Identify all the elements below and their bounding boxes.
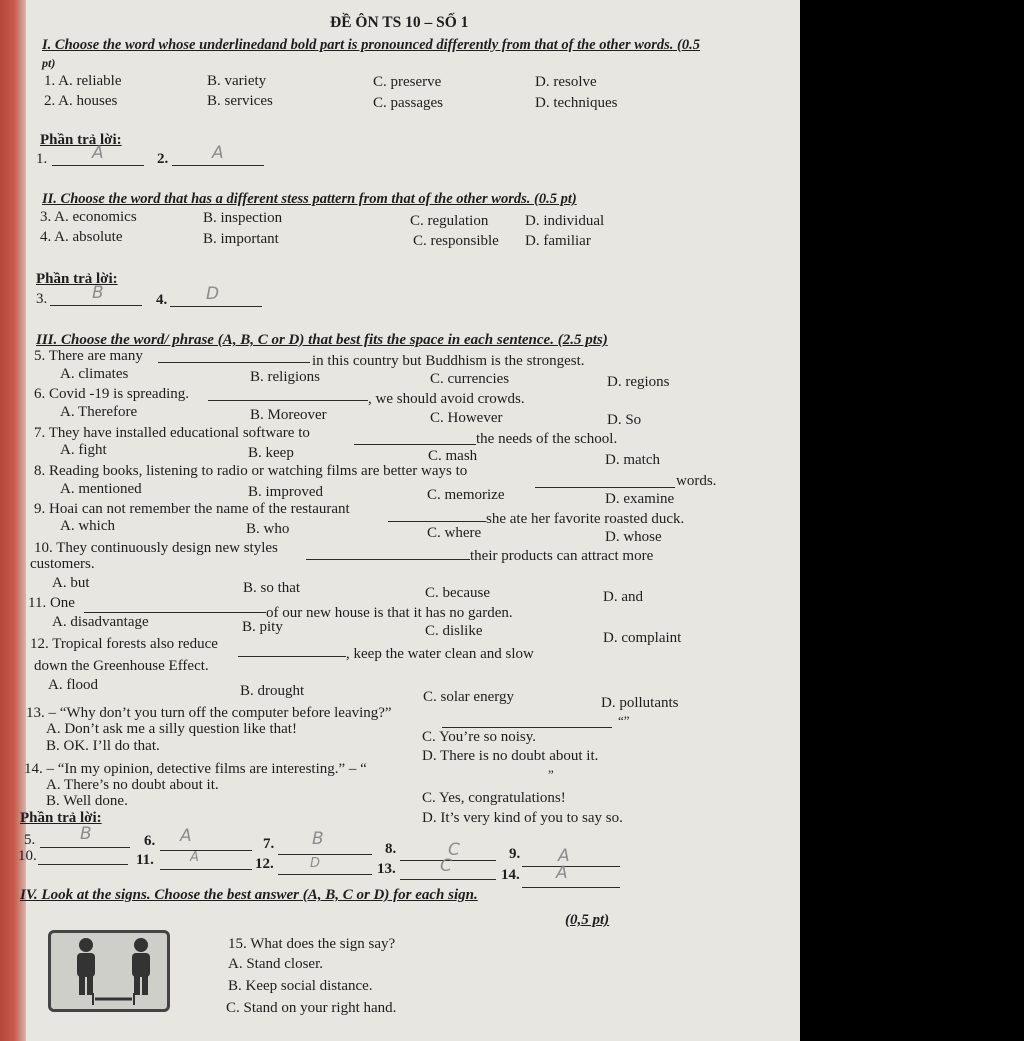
handwritten-answer-6: A bbox=[180, 826, 192, 846]
handwritten-answer-14: A bbox=[556, 863, 568, 883]
q10-option-c: C. because bbox=[425, 585, 490, 601]
answer-num-5: 5. bbox=[24, 832, 36, 848]
q9-option-c: C. where bbox=[427, 525, 482, 541]
q8-option-b: B. improved bbox=[248, 484, 323, 500]
social-distance-sign bbox=[48, 930, 170, 1012]
q10-stem-end: their products can attract more bbox=[470, 548, 654, 564]
q15-option-c: C. Stand on your right hand. bbox=[226, 1000, 397, 1016]
q1-option-c: C. preserve bbox=[373, 74, 442, 90]
q3-option-d: D. individual bbox=[525, 213, 605, 229]
answer-line-13 bbox=[400, 879, 496, 880]
q2-option-c: C. passages bbox=[373, 95, 443, 111]
handwritten-answer-12: D bbox=[310, 856, 321, 871]
q7-option-b: B. keep bbox=[248, 445, 294, 461]
answer-num-13: 13. bbox=[377, 861, 396, 877]
q6-stem-end: , we should avoid crowds. bbox=[368, 391, 525, 407]
q6-blank bbox=[208, 400, 368, 401]
q14-option-d: D. It’s very kind of you to say so. bbox=[422, 810, 623, 826]
social-distance-icon bbox=[51, 933, 167, 1009]
q4-option-b: B. important bbox=[203, 231, 279, 247]
q1-option-d: D. resolve bbox=[535, 74, 597, 90]
q12-stem-end: , keep the water clean and slow bbox=[346, 646, 534, 662]
answer-line-14 bbox=[522, 887, 620, 888]
q5-option-a: A. climates bbox=[60, 366, 129, 382]
section2-answer-label: Phần trả lời: bbox=[36, 271, 118, 287]
page-title: ĐỀ ÔN TS 10 – SỐ 1 bbox=[330, 14, 469, 31]
q9-blank bbox=[388, 521, 486, 522]
q3-option-b: B. inspection bbox=[203, 210, 283, 226]
q6-option-d: D. So bbox=[607, 412, 642, 428]
q6-option-c: C. However bbox=[430, 410, 503, 426]
q10-option-b: B. so that bbox=[243, 580, 301, 596]
q8-option-d: D. examine bbox=[605, 491, 675, 507]
q13-option-d: D. There is no doubt about it. bbox=[422, 748, 599, 764]
answer-line-3 bbox=[50, 305, 142, 306]
answer-num-9: 9. bbox=[509, 846, 521, 862]
section3-heading: III. Choose the word/ phrase (A, B, C or D) that best fits the space in each sentence. (2.5 pts) bbox=[36, 332, 608, 348]
answer-line-5 bbox=[40, 847, 130, 848]
answer-num-8: 8. bbox=[385, 841, 397, 857]
q13-quote-marks: “” bbox=[618, 713, 630, 728]
q1-option-b: B. variety bbox=[207, 73, 267, 89]
q5-option-d: D. regions bbox=[607, 374, 670, 390]
q2-option-a: 2. A. houses bbox=[44, 93, 118, 109]
q14-option-b: B. Well done. bbox=[46, 793, 128, 809]
answer-num-11: 11. bbox=[136, 852, 154, 868]
q1-option-a: 1. A. reliable bbox=[44, 73, 122, 89]
handwritten-answer-3: B bbox=[92, 283, 104, 303]
section4-heading: IV. Look at the signs. Choose the best answer (A, B, C or D) for each sign. bbox=[20, 887, 478, 903]
q13-option-b: B. OK. I’ll do that. bbox=[46, 738, 160, 754]
q14-stem: 14. – “In my opinion, detective films are interesting.” – “ bbox=[24, 761, 367, 777]
section1-answer-label: Phần trả lời: bbox=[40, 132, 122, 148]
answer-line-11 bbox=[160, 869, 252, 870]
q7-blank bbox=[354, 444, 476, 445]
answer-num-1: 1. bbox=[36, 151, 48, 167]
answer-num-14: 14. bbox=[501, 867, 520, 883]
answer-line-9 bbox=[522, 866, 620, 867]
q12-option-d: D. pollutants bbox=[601, 695, 679, 711]
q13-option-a: A. Don’t ask me a silly question like that! bbox=[46, 721, 297, 737]
q14-option-c: C. Yes, congratulations! bbox=[422, 790, 566, 806]
q8-blank bbox=[535, 487, 675, 488]
q11-option-c: C. dislike bbox=[425, 623, 483, 639]
q8-option-c: C. memorize bbox=[427, 487, 505, 503]
q12-option-c: C. solar energy bbox=[423, 689, 514, 705]
q14-option-a: A. There’s no doubt about it. bbox=[46, 777, 219, 793]
q12-stem-start: 12. Tropical forests also reduce bbox=[30, 636, 218, 652]
handwritten-answer-2: A bbox=[212, 143, 224, 163]
q11-option-d: D. complaint bbox=[603, 630, 682, 646]
handwritten-answer-8: C bbox=[448, 840, 460, 860]
q12-blank bbox=[238, 656, 346, 657]
q7-option-c: C. mash bbox=[428, 448, 478, 464]
handwritten-answer-7: B bbox=[312, 829, 324, 849]
handwritten-answer-4: D bbox=[206, 284, 220, 304]
handwritten-answer-5: B bbox=[80, 824, 92, 844]
q10-stem-start: 10. They continuously design new styles bbox=[34, 540, 278, 556]
q11-stem-start: 11. One bbox=[28, 595, 75, 611]
q7-option-a: A. fight bbox=[60, 442, 107, 458]
q14-close-quote: ” bbox=[548, 767, 554, 782]
answer-line-7 bbox=[278, 854, 372, 855]
q8-option-a: A. mentioned bbox=[60, 481, 142, 497]
q4-option-a: 4. A. absolute bbox=[40, 229, 123, 245]
q11-option-a: A. disadvantage bbox=[52, 614, 149, 630]
q9-option-d: D. whose bbox=[605, 529, 662, 545]
q2-option-d: D. techniques bbox=[535, 95, 618, 111]
q5-blank bbox=[158, 362, 310, 363]
q5-option-c: C. currencies bbox=[430, 371, 510, 387]
answer-num-4: 4. bbox=[156, 292, 168, 308]
q15-option-a: A. Stand closer. bbox=[228, 956, 323, 972]
q6-option-a: A. Therefore bbox=[60, 404, 138, 420]
q15-question: 15. What does the sign say? bbox=[228, 936, 396, 952]
q9-option-a: A. which bbox=[60, 518, 115, 534]
q3-option-a: 3. A. economics bbox=[40, 209, 137, 225]
q11-option-b: B. pity bbox=[242, 619, 283, 635]
q11-stem-end: of our new house is that it has no garden. bbox=[266, 605, 513, 621]
q12-option-b: B. drought bbox=[240, 683, 305, 699]
q2-option-b: B. services bbox=[207, 93, 273, 109]
q3-option-c: C. regulation bbox=[410, 213, 489, 229]
answer-line-6 bbox=[160, 850, 252, 851]
answer-num-2: 2. bbox=[157, 151, 169, 167]
answer-num-12: 12. bbox=[255, 856, 274, 872]
answer-line-1 bbox=[52, 165, 144, 166]
q8-stem-end: words. bbox=[676, 473, 717, 489]
q10-blank bbox=[306, 559, 470, 560]
q10-option-a: A. but bbox=[52, 575, 90, 591]
q4-option-d: D. familiar bbox=[525, 233, 591, 249]
answer-num-10: 10. bbox=[18, 848, 37, 864]
q15-option-b: B. Keep social distance. bbox=[228, 978, 373, 994]
section3-answer-label: Phần trả lời: bbox=[20, 810, 102, 826]
answer-line-12 bbox=[278, 874, 372, 875]
answer-num-3: 3. bbox=[36, 291, 48, 307]
q7-option-d: D. match bbox=[605, 452, 660, 468]
section1-heading-cont: pt) bbox=[42, 56, 56, 70]
answer-line-2 bbox=[172, 165, 264, 166]
q12-option-a: A. flood bbox=[48, 677, 98, 693]
answer-line-4 bbox=[170, 306, 262, 307]
q6-stem-start: 6. Covid -19 is spreading. bbox=[34, 386, 189, 402]
handwritten-answer-1: A bbox=[92, 143, 104, 163]
section2-heading: II. Choose the word that has a different stess pattern from that of the other words. (0.5 pt) bbox=[42, 191, 577, 207]
section1-heading: I. Choose the word whose underlinedand bold part is pronounced differently from that of the other words. (0.5 bbox=[42, 37, 700, 53]
q10-option-d: D. and bbox=[603, 589, 643, 605]
q7-stem-start: 7. They have installed educational software to bbox=[34, 425, 310, 441]
q7-stem-end: the needs of the school. bbox=[476, 431, 618, 447]
handwritten-answer-13: C bbox=[440, 856, 452, 876]
q9-stem-start: 9. Hoai can not remember the name of the restaurant bbox=[34, 501, 350, 517]
q5-stem-start: 5. There are many bbox=[34, 348, 143, 364]
q9-stem-end: she ate her favorite roasted duck. bbox=[486, 511, 685, 527]
answer-num-6: 6. bbox=[144, 833, 156, 849]
q8-stem-start: 8. Reading books, listening to radio or watching films are better ways to bbox=[34, 463, 468, 479]
q6-option-b: B. Moreover bbox=[250, 407, 327, 423]
answer-num-7: 7. bbox=[263, 836, 275, 852]
answer-line-10 bbox=[38, 864, 128, 865]
q13-stem: 13. – “Why don’t you turn off the computer before leaving?” bbox=[26, 705, 392, 721]
section4-points: (0,5 pt) bbox=[565, 912, 610, 928]
handwritten-answer-9: A bbox=[558, 846, 570, 866]
q5-stem-end: in this country but Buddhism is the strongest. bbox=[312, 353, 585, 369]
q12-stem-cont: down the Greenhouse Effect. bbox=[34, 658, 209, 674]
q9-option-b: B. who bbox=[246, 521, 290, 537]
handwritten-answer-11: A bbox=[190, 850, 199, 865]
q10-stem-cont: customers. bbox=[30, 556, 95, 572]
red-binder-strip bbox=[0, 0, 26, 1041]
q13-option-c: C. You’re so noisy. bbox=[422, 729, 537, 745]
q5-option-b: B. religions bbox=[250, 369, 320, 385]
q4-option-c: C. responsible bbox=[413, 233, 499, 249]
